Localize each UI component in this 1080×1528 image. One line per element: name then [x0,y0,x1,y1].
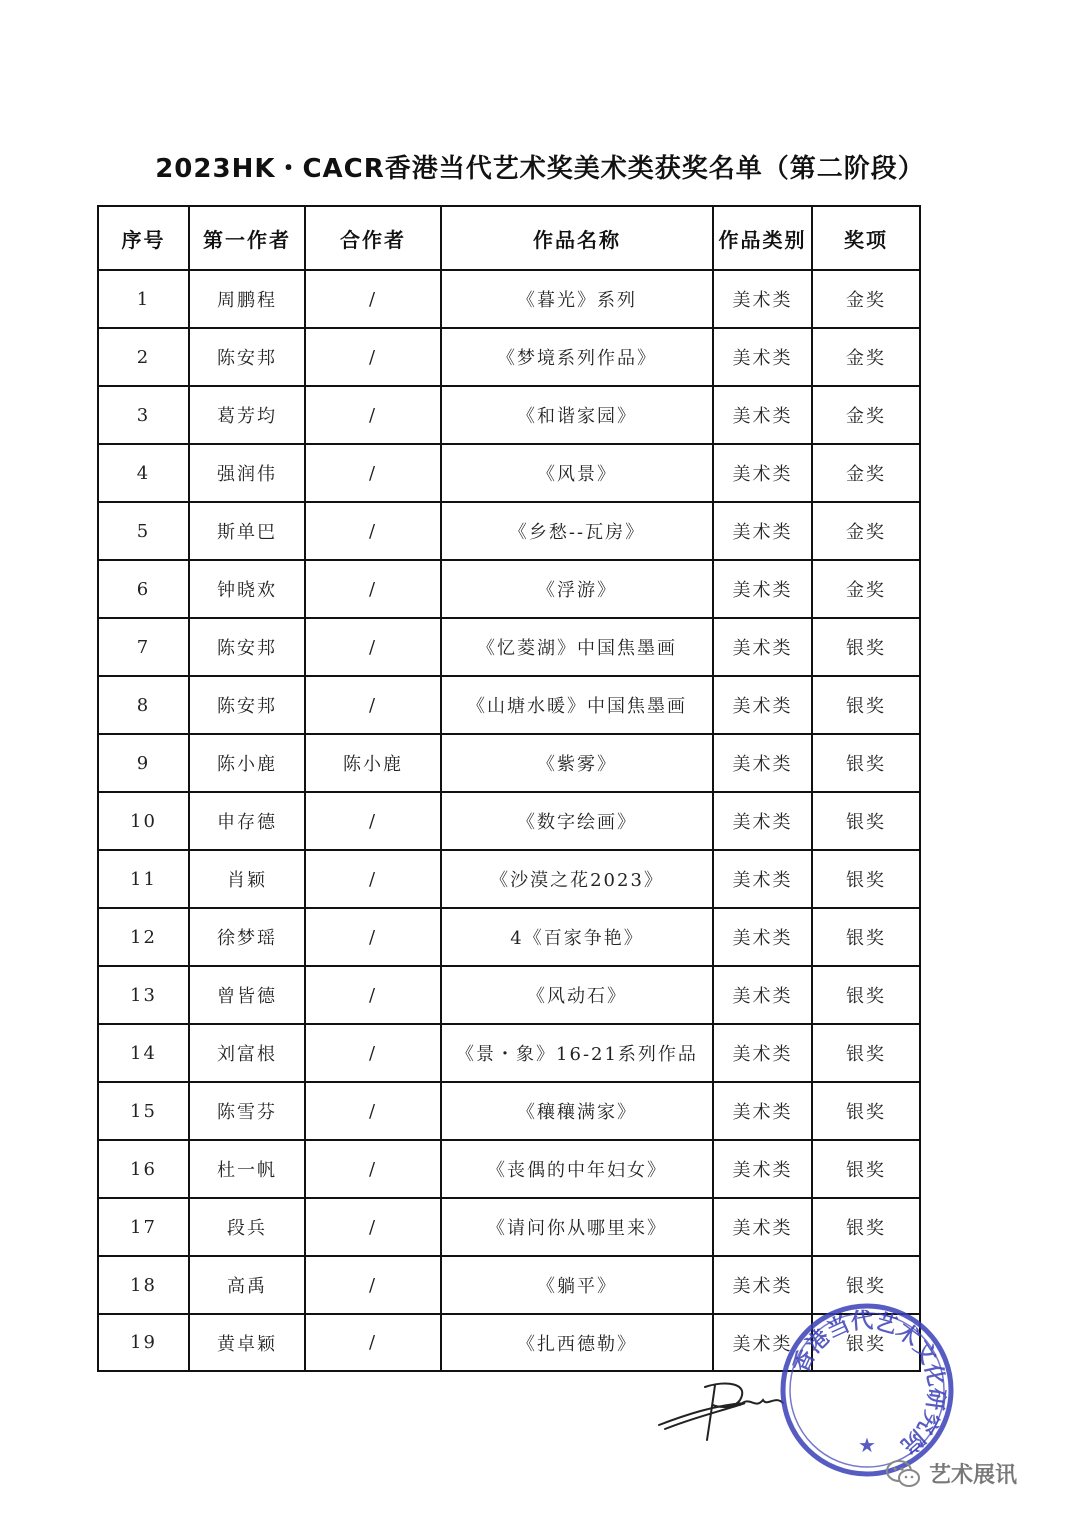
cell-coauthor: / [305,444,441,502]
cell-coauthor: / [305,328,441,386]
cell-coauthor: / [305,1140,441,1198]
table-row [98,676,920,734]
cell-author: 高禹 [189,1256,305,1314]
cell-award: 银奖 [812,1024,920,1082]
cell-award: 银奖 [812,1082,920,1140]
cell-author: 申存德 [189,792,305,850]
cell-coauthor: / [305,850,441,908]
cell-work: 《景・象》16-21系列作品 [441,1024,713,1082]
cell-award: 银奖 [812,1140,920,1198]
cell-author: 斯单巴 [189,502,305,560]
svg-text:★: ★ [858,1433,876,1457]
header-author: 第一作者 [189,206,305,270]
cell-award: 银奖 [812,734,920,792]
cell-category: 美术类 [713,1314,812,1371]
cell-award: 金奖 [812,328,920,386]
table-row [98,1198,920,1256]
cell-category: 美术类 [713,734,812,792]
cell-award: 银奖 [812,618,920,676]
cell-category: 美术类 [713,618,812,676]
cell-coauthor: / [305,560,441,618]
cell-award: 银奖 [812,1256,920,1314]
cell-category: 美术类 [713,1140,812,1198]
watermark-text: 艺术展讯 [929,1463,1018,1488]
official-seal [777,1300,957,1480]
cell-work: 《和谐家园》 [441,386,713,444]
cell-work: 《沙漠之花2023》 [441,850,713,908]
cell-work: 《乡愁--瓦房》 [441,502,713,560]
cell-no: 1 [98,270,189,328]
cell-coauthor: / [305,386,441,444]
cell-category: 美术类 [713,386,812,444]
cell-category: 美术类 [713,560,812,618]
cell-work: 《风动石》 [441,966,713,1024]
cell-category: 美术类 [713,502,812,560]
cell-work: 《躺平》 [441,1256,713,1314]
cell-work: 《浮游》 [441,560,713,618]
cell-coauthor: / [305,618,441,676]
cell-author: 葛芳均 [189,386,305,444]
header-category: 作品类别 [713,206,812,270]
cell-no: 17 [98,1198,189,1256]
cell-coauthor: / [305,1314,441,1371]
table-row [98,1024,920,1082]
table-row [98,444,920,502]
wechat-icon [885,1459,921,1489]
cell-no: 16 [98,1140,189,1198]
cell-work: 《数字绘画》 [441,792,713,850]
cell-coauthor: / [305,676,441,734]
cell-coauthor: / [305,908,441,966]
cell-coauthor: / [305,1024,441,1082]
cell-author: 周鹏程 [189,270,305,328]
cell-category: 美术类 [713,676,812,734]
cell-author: 曾皆德 [189,966,305,1024]
cell-no: 4 [98,444,189,502]
cell-no: 15 [98,1082,189,1140]
cell-no: 5 [98,502,189,560]
cell-coauthor: / [305,1082,441,1140]
table-row [98,502,920,560]
table-row [98,1082,920,1140]
cell-work: 《风景》 [441,444,713,502]
header-award: 奖项 [812,206,920,270]
cell-no: 9 [98,734,189,792]
cell-no: 8 [98,676,189,734]
cell-no: 7 [98,618,189,676]
seal-text: 香港当代艺术文化研究院 [787,1307,950,1459]
cell-award: 金奖 [812,502,920,560]
watermark [885,1458,1017,1489]
cell-coauthor: / [305,1256,441,1314]
cell-no: 10 [98,792,189,850]
cell-coauthor: / [305,1198,441,1256]
cell-category: 美术类 [713,1256,812,1314]
cell-work: 《请问你从哪里来》 [441,1198,713,1256]
cell-coauthor: 陈小鹿 [305,734,441,792]
table-row [98,270,920,328]
cell-category: 美术类 [713,908,812,966]
cell-author: 徐梦瑶 [189,908,305,966]
cell-coauthor: / [305,966,441,1024]
cell-award: 金奖 [812,560,920,618]
cell-no: 18 [98,1256,189,1314]
header-work: 作品名称 [441,206,713,270]
cell-author: 强润伟 [189,444,305,502]
cell-work: 《暮光》系列 [441,270,713,328]
cell-author: 肖颖 [189,850,305,908]
cell-category: 美术类 [713,966,812,1024]
cell-award: 银奖 [812,1314,920,1371]
cell-no: 19 [98,1314,189,1371]
cell-author: 陈小鹿 [189,734,305,792]
cell-coauthor: / [305,270,441,328]
cell-work: 《丧偶的中年妇女》 [441,1140,713,1198]
table-row [98,792,920,850]
cell-category: 美术类 [713,1024,812,1082]
table-row [98,966,920,1024]
table-row [98,908,920,966]
cell-work: 《穰穰满家》 [441,1082,713,1140]
cell-award: 银奖 [812,676,920,734]
table-header-row [98,206,920,270]
cell-award: 金奖 [812,444,920,502]
table-row [98,560,920,618]
awards-table [97,205,921,1372]
cell-category: 美术类 [713,792,812,850]
cell-award: 银奖 [812,966,920,1024]
header-coauthor: 合作者 [305,206,441,270]
cell-coauthor: / [305,502,441,560]
cell-work: 《紫雾》 [441,734,713,792]
cell-award: 银奖 [812,908,920,966]
table-row [98,1140,920,1198]
cell-award: 金奖 [812,270,920,328]
cell-category: 美术类 [713,444,812,502]
cell-award: 金奖 [812,386,920,444]
cell-no: 14 [98,1024,189,1082]
table-row [98,386,920,444]
cell-award: 银奖 [812,1198,920,1256]
cell-author: 钟晓欢 [189,560,305,618]
table-row [98,734,920,792]
cell-award: 银奖 [812,792,920,850]
table-row [98,850,920,908]
cell-author: 段兵 [189,1198,305,1256]
cell-author: 陈安邦 [189,676,305,734]
cell-work: 4《百家争艳》 [441,908,713,966]
cell-award: 银奖 [812,850,920,908]
cell-no: 2 [98,328,189,386]
page-title: 2023HK・CACR香港当代艺术奖美术类获奖名单（第二阶段） [155,154,925,184]
cell-work: 《山塘水暖》中国焦墨画 [441,676,713,734]
cell-no: 13 [98,966,189,1024]
cell-category: 美术类 [713,270,812,328]
cell-category: 美术类 [713,1198,812,1256]
cell-author: 黄卓颖 [189,1314,305,1371]
table-row [98,618,920,676]
cell-category: 美术类 [713,328,812,386]
cell-author: 陈安邦 [189,328,305,386]
cell-no: 3 [98,386,189,444]
signature [655,1365,795,1445]
cell-author: 陈安邦 [189,618,305,676]
cell-work: 《忆菱湖》中国焦墨画 [441,618,713,676]
cell-work: 《梦境系列作品》 [441,328,713,386]
cell-no: 12 [98,908,189,966]
cell-author: 刘富根 [189,1024,305,1082]
cell-author: 杜一帆 [189,1140,305,1198]
header-no: 序号 [98,206,189,270]
cell-no: 6 [98,560,189,618]
cell-author: 陈雪芬 [189,1082,305,1140]
cell-category: 美术类 [713,1082,812,1140]
cell-category: 美术类 [713,850,812,908]
cell-coauthor: / [305,792,441,850]
cell-no: 11 [98,850,189,908]
table-row [98,328,920,386]
cell-work: 《扎西德勒》 [441,1314,713,1371]
